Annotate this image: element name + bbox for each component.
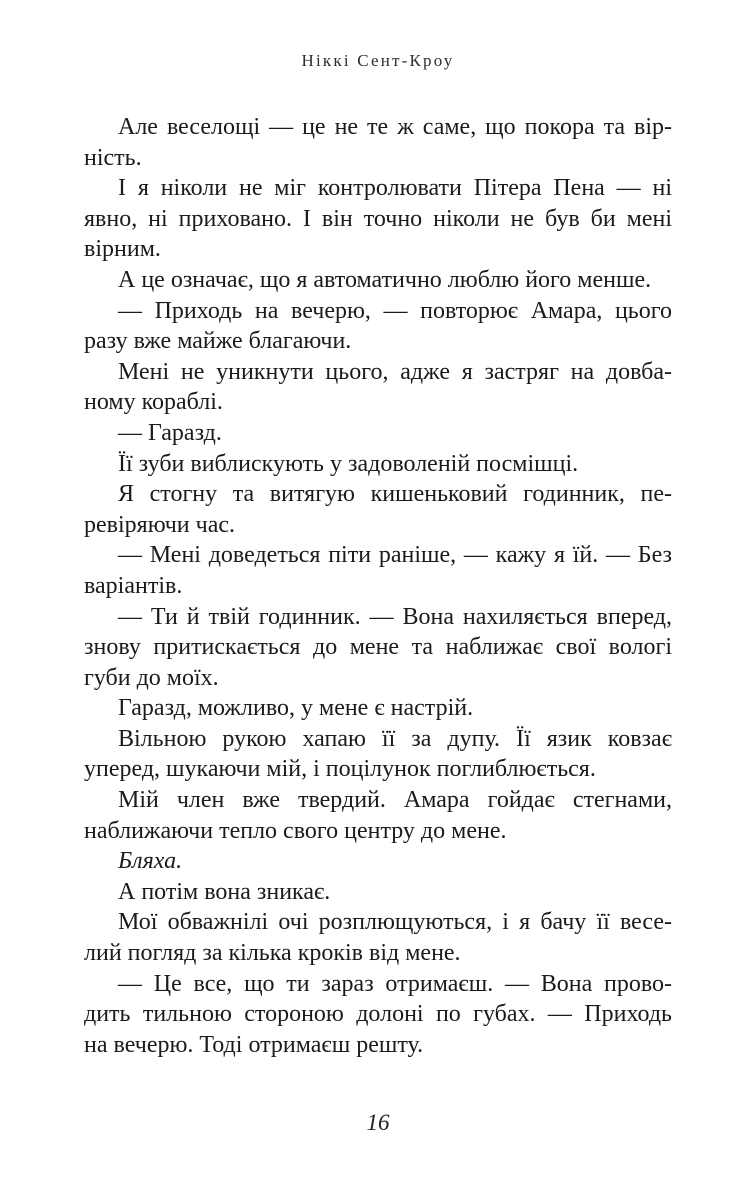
text-line: ревіряючи час. xyxy=(84,511,235,538)
text-line: Але веселощі — це не те ж саме, що покора та вір- xyxy=(118,114,672,140)
text-body xyxy=(84,112,672,1060)
text-line: А потім вона зникає. xyxy=(118,878,331,905)
running-header-author: Ніккі Сент-Кроу xyxy=(301,51,455,70)
paragraph xyxy=(84,877,672,908)
text-line: вірним. xyxy=(84,236,161,263)
text-line: разу вже майже благаючи. xyxy=(84,328,352,355)
paragraph xyxy=(84,357,672,418)
text-line: Мій член вже твердий. Амара гойдає стегнами, xyxy=(118,787,672,814)
text-line: дить тильною стороною долоні по губах. — Приходь xyxy=(84,1001,672,1028)
text-line: наближаючи тепло свого центру до мене. xyxy=(84,817,507,844)
text-line: — Ти й твій годинник. — Вона нахиляється вперед, xyxy=(118,603,672,630)
text-line: Мені не уникнути цього, адже я застряг на довба- xyxy=(118,358,672,385)
text-line: А це означає, що я автоматично люблю його менше. xyxy=(118,266,652,293)
text-line: — Мені доведеться піти раніше, — кажу я їй. — Без xyxy=(118,542,672,569)
paragraph xyxy=(84,846,672,877)
text-line: явно, ні приховано. І він точно ніколи не був би мені xyxy=(84,205,672,232)
text-line: уперед, шукаючи мій, і поцілунок поглиблюється. xyxy=(84,756,596,783)
text-line: губи до моїх. xyxy=(84,664,219,691)
paragraph xyxy=(84,969,672,1061)
paragraph xyxy=(84,724,672,785)
text-line: Гаразд, можливо, у мене є настрій. xyxy=(118,695,474,722)
paragraph xyxy=(84,265,672,296)
text-line: — Це все, що ти зараз отримаєш. — Вона прово- xyxy=(118,970,672,997)
paragraph xyxy=(84,540,672,601)
paragraph xyxy=(84,173,672,265)
text-line: знову притискається до мене та наближає свої вологі xyxy=(84,634,672,661)
text-line: — Гаразд. xyxy=(118,419,222,446)
text-line: ному кораблі. xyxy=(84,389,223,416)
paragraph xyxy=(84,907,672,968)
text-line: — Приходь на вечерю, — повторює Амара, цього xyxy=(118,297,672,324)
text-line: ність. xyxy=(84,144,142,171)
text-line: Мої обважнілі очі розплющуються, і я бачу її весе- xyxy=(118,909,672,936)
paragraph xyxy=(84,449,672,480)
text-line: на вечерю. Тоді отримаєш решту. xyxy=(84,1031,424,1058)
text-line: варіантів. xyxy=(84,572,183,599)
paragraph xyxy=(84,418,672,449)
text-line: І я ніколи не міг контролювати Пітера Пена — ні xyxy=(118,175,672,202)
paragraph xyxy=(84,112,672,173)
text-line: Вільною рукою хапаю її за дупу. Її язик ковзає xyxy=(118,725,672,752)
paragraph xyxy=(84,296,672,357)
text-line: лий погляд за кілька кроків від мене. xyxy=(84,940,461,967)
paragraph xyxy=(84,785,672,846)
paragraph xyxy=(84,693,672,724)
text-line: Я стогну та витягую кишеньковий годинник, пе- xyxy=(118,481,672,508)
paragraph xyxy=(84,479,672,540)
text-line: Її зуби виблискують у задоволеній посмішці. xyxy=(118,450,579,477)
page-number: 16 xyxy=(366,1110,390,1135)
text-line: Бляха. xyxy=(118,848,183,875)
paragraph xyxy=(84,602,672,694)
